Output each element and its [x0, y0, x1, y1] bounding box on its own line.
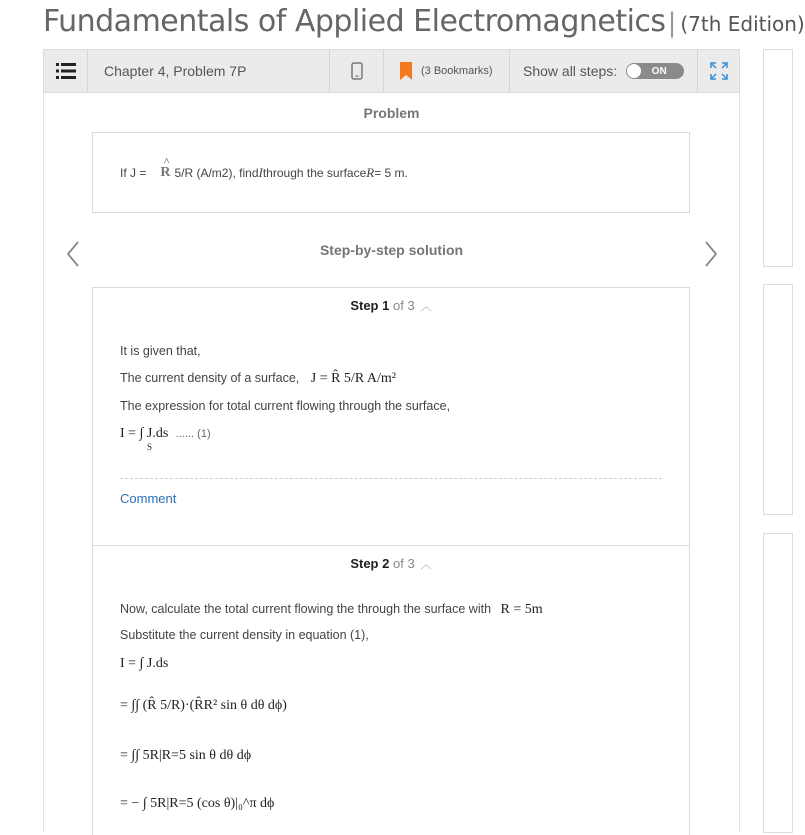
step-2-eq-3: = ∫∫ 5R|R=5 sin θ dθ dϕ: [120, 748, 252, 763]
step-2-eq-2: = ∫∫ (R̂ 5/R)·(R̂R² sin θ dθ dϕ): [120, 698, 287, 713]
step-2-line-1: [120, 602, 543, 618]
r-hat-vector: ^ R: [160, 165, 170, 181]
bookmark-icon: [400, 62, 412, 80]
step-1-card: [92, 287, 690, 545]
toggle-knob: [627, 64, 641, 78]
bookmarks-count: (3 Bookmarks): [421, 65, 493, 77]
step-1-header[interactable]: [93, 298, 689, 314]
radius-condition: R = 5m: [500, 602, 543, 617]
expand-icon: [710, 62, 728, 80]
step-1-divider: [120, 478, 662, 479]
step-1-comment-link[interactable]: Comment: [120, 491, 177, 506]
chevron-up-icon[interactable]: ︿: [420, 301, 432, 313]
show-all-steps: [510, 50, 698, 92]
step-1-label: Step: [350, 298, 379, 313]
problem-prefix: If J =: [120, 165, 147, 180]
side-panel-bottom: [763, 533, 793, 833]
show-steps-toggle[interactable]: [626, 63, 684, 79]
title-separator: |: [667, 8, 677, 38]
integral-equation: [120, 426, 211, 452]
show-steps-label: Show all steps:: [523, 63, 618, 79]
expand-button[interactable]: [698, 50, 739, 92]
chapter-selector[interactable]: Chapter 4, Problem 7P: [88, 50, 330, 92]
chevron-up-icon[interactable]: ︿: [420, 559, 432, 571]
step-2-label: Step: [350, 556, 379, 571]
problem-statement: [92, 132, 690, 213]
step-1-line-3: The expression for total current flowing through the surface,: [120, 399, 451, 413]
integral-subscript: S: [147, 442, 153, 452]
mobile-icon: [351, 62, 363, 80]
equation-number: ...... (1): [175, 428, 211, 440]
book-edition: (7th Edition): [680, 12, 805, 36]
toc-button[interactable]: [44, 50, 88, 92]
toolbar: [43, 49, 740, 93]
step-1-line-2-text: The current density of a surface,: [120, 371, 300, 385]
side-panel-middle: [763, 284, 793, 515]
toggle-state: ON: [651, 65, 667, 77]
problem-text-end: = 5 m.: [374, 165, 408, 180]
step-2-eq-4: = − ∫ 5R|R=5 (cos θ)|₀^π dϕ: [120, 796, 275, 811]
step-2-eq-1: I = ∫ J.ds: [120, 656, 169, 671]
problem-var-r: R: [366, 164, 375, 180]
problem-text-mid: 5/R (A/m2), find: [174, 165, 259, 180]
book-title-text: Fundamentals of Applied Electromagnetics: [43, 4, 666, 39]
step-2-line-1-text: Now, calculate the total current flowing the through the surface with: [120, 602, 492, 616]
book-title: [43, 4, 805, 39]
list-icon: [56, 63, 76, 79]
side-panel-top: [763, 49, 793, 267]
step-1-of: of 3: [392, 298, 415, 313]
step-1-line-1: It is given that,: [120, 344, 201, 358]
step-2-number: 2: [382, 556, 390, 571]
problem-text-mid2: through the surface: [262, 165, 367, 180]
integral-expression: I = ∫ J.ds: [120, 426, 169, 441]
step-2-header[interactable]: [93, 556, 689, 572]
problem-var-i: I: [258, 164, 263, 180]
problem-heading: Problem: [363, 105, 420, 121]
solution-heading: Step-by-step solution: [319, 242, 464, 258]
step-2-line-2: Substitute the current density in equation (1),: [120, 628, 369, 642]
step-2-card: [92, 545, 690, 835]
step-1-line-2: [120, 371, 396, 387]
current-density-equation: J = R̂ 5/R A/m²: [310, 371, 396, 386]
bookmarks-button[interactable]: [384, 50, 510, 92]
step-1-number: 1: [382, 298, 390, 313]
step-2-of: of 3: [392, 556, 415, 571]
mobile-button[interactable]: [330, 50, 384, 92]
